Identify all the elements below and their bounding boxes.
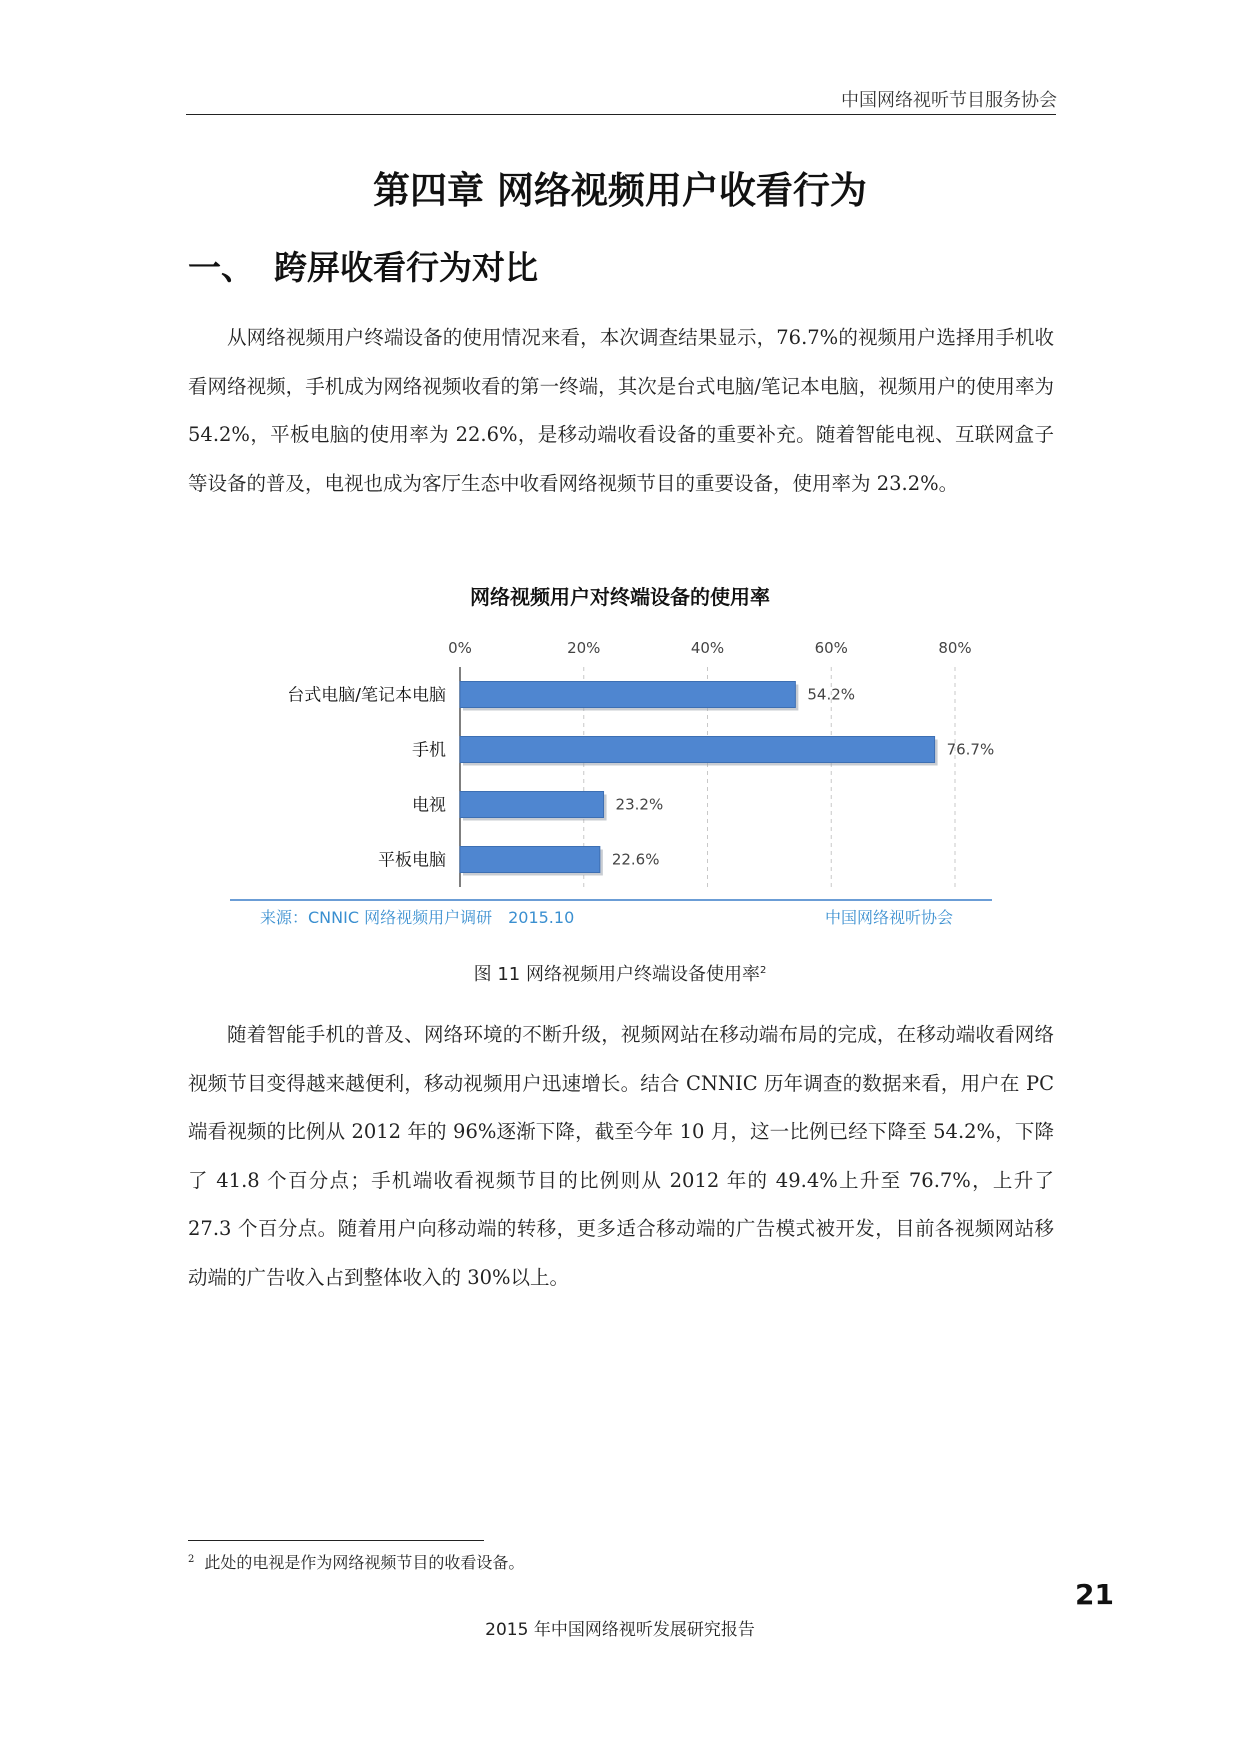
category-label: 电视 [412, 795, 446, 816]
header-rule [186, 114, 1056, 115]
chart [230, 575, 1010, 945]
x-tick-label: 60% [814, 639, 848, 657]
section-heading [188, 242, 538, 289]
x-tick-label: 20% [567, 639, 601, 657]
chart-title: 网络视频用户对终端设备的使用率 [470, 585, 770, 609]
footnote-text: 此处的电视是作为网络视频节目的收看设备。 [204, 1553, 525, 1572]
bar [460, 682, 795, 708]
chapter-title: 第四章 网络视频用户收看行为 [373, 169, 867, 212]
footnote-mark: 2 [188, 1553, 195, 1565]
data-label: 22.6% [611, 850, 660, 869]
category-label: 平板电脑 [378, 850, 446, 871]
bar [460, 792, 604, 818]
figure-caption-text: 图 11 网络视频用户终端设备使用率 [473, 964, 760, 985]
category-label: 手机 [412, 740, 446, 761]
x-tick-label: 80% [938, 639, 972, 657]
data-label: 23.2% [615, 795, 664, 814]
chart-source: 来源：CNNIC 网络视频用户调研 2015.10 [260, 908, 575, 927]
header-org-name: 中国网络视听节目服务协会 [841, 90, 1057, 111]
section-title: 跨屏收看行为对比 [274, 248, 538, 287]
x-tick-label: 0% [448, 639, 472, 657]
footnote-rule [188, 1540, 484, 1541]
data-label: 76.7% [946, 740, 995, 759]
bar [460, 737, 935, 763]
category-label: 台式电脑/笔记本电脑 [287, 685, 446, 706]
footnote [188, 1550, 524, 1573]
page-number: 21 [1075, 1578, 1114, 1611]
figure-caption [0, 960, 1240, 986]
chart-svg [230, 575, 1010, 945]
section-number: 一、 [188, 248, 254, 287]
footer-title: 2015 年中国网络视听发展研究报告 [485, 1620, 755, 1640]
chart-credit: 中国网络视听协会 [825, 908, 954, 927]
bar [460, 847, 600, 873]
x-tick-label: 40% [690, 639, 725, 657]
body-paragraph-1: 从网络视频用户终端设备的使用情况来看，本次调查结果显示，76.7%的视频用户选择用手机收看网络视频，手机成为网络视频收看的第一终端，其次是台式电脑/笔记本电脑，视频用户的使用率为 54.2%，平板电脑的使用率为 22.6%，是移动端收看设备的重要补充。随着智能电视、互联网盒子等设备的普及，电视也成为客厅生态中收看网络视频节目的重要设备，使用率为 23.2%。 [188, 326, 1054, 495]
data-label: 54.2% [807, 685, 856, 704]
footnote-reference: 2 [759, 965, 767, 976]
body-paragraph-2: 随着智能手机的普及、网络环境的不断升级，视频网站在移动端布局的完成，在移动端收看网络视频节目变得越来越便利，移动视频用户迅速增长。结合 CNNIC 历年调查的数据来看，用户在 PC 端看视频的比例从 2012 年的 96%逐渐下降，截至今年 10 月，这一比例已经下降至 54.2%，下降了 41.8 个百分点；手机端收看视频节目的比例则从 2012 年的 49.4%上升至 76.7%，上升了 27.3 个百分点。随着用户向移动端的转移，更多适合移动端的广告模式被开发，目前各视频网站移动端的广告收入占到整体收入的 30%以上。 [188, 1023, 1054, 1289]
